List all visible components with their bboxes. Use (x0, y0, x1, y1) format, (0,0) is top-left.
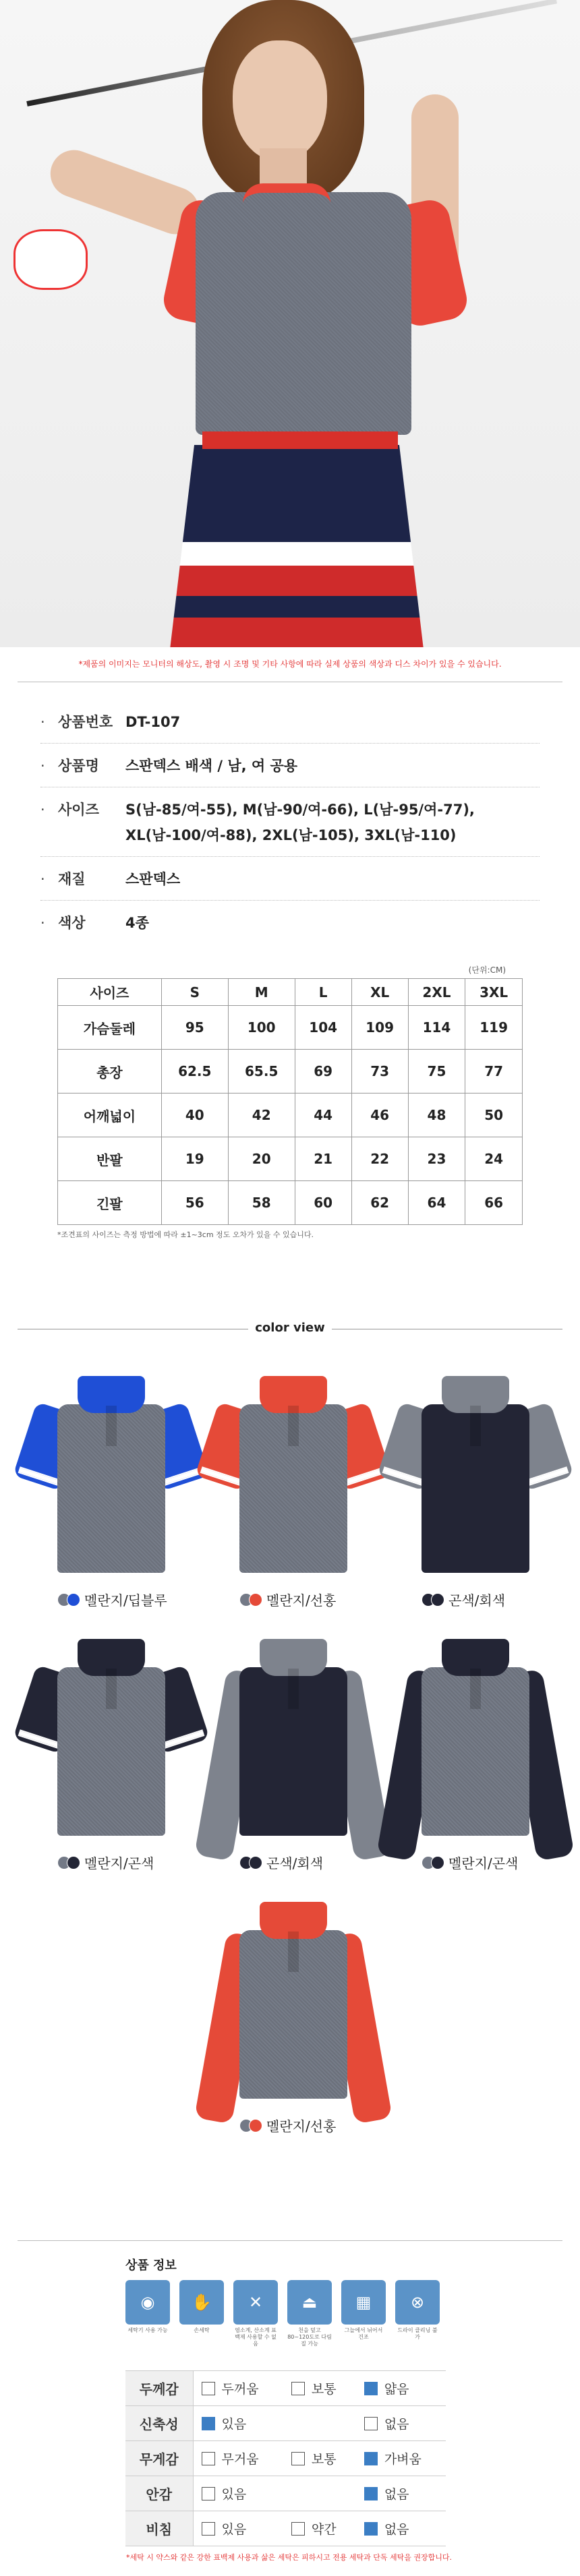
checkbox (202, 2452, 215, 2465)
size-cell: 48 (408, 1094, 465, 1137)
checkbox (202, 2382, 215, 2395)
size-cell: 44 (295, 1094, 351, 1137)
size-cell: 64 (408, 1181, 465, 1225)
spec-label: 재질 (58, 871, 86, 887)
color-view-heading: color view (0, 1321, 580, 1337)
feel-option (193, 2371, 283, 2406)
size-cell: 75 (408, 1050, 465, 1094)
feel-row (125, 2476, 446, 2511)
feel-option-label: 있음 (221, 2522, 247, 2537)
size-cell: 총장 (58, 1050, 162, 1094)
spec-bullet: · (40, 915, 45, 931)
feel-option-label: 보통 (311, 2452, 337, 2467)
care-caption: 염소계, 산소계 표백제 사용할 수 없음 (235, 2327, 277, 2347)
size-row (58, 1050, 523, 1094)
feel-row (125, 2511, 446, 2546)
size-cell: 가슴둘레 (58, 1006, 162, 1050)
feel-option (356, 2406, 446, 2441)
size-cell: 100 (228, 1006, 295, 1050)
spec-row-0 (40, 709, 540, 735)
spec-value-line: S(남-85/여-55), M(남-90/여-66), L(남-95/여-77), (125, 802, 475, 818)
size-header-cell: 3XL (465, 979, 523, 1006)
color-dot (249, 2119, 262, 2132)
feel-option-label: 없음 (384, 2417, 409, 2432)
color-shirt-3 (20, 1620, 202, 1876)
no-bleach-icon: ✕ (233, 2280, 278, 2325)
red-belt (202, 431, 398, 449)
checkbox (291, 2522, 305, 2536)
size-cell: 58 (228, 1181, 295, 1225)
image-color-notice: *제품의 이미지는 모니터의 해상도, 촬영 시 조명 및 기타 사항에 따라 실제 상품의 색상과 디스 차이가 있을 수 있습니다. (78, 659, 502, 669)
shirt-placket (106, 1406, 117, 1446)
color-name: 멜란지/곤색 (448, 1855, 519, 1871)
size-cell: 66 (465, 1181, 523, 1225)
feel-option-label: 얇음 (384, 2382, 409, 2397)
spec-row-3 (40, 866, 540, 892)
size-cell: 77 (465, 1050, 523, 1094)
spec-separator (40, 743, 540, 744)
feel-option (283, 2441, 356, 2476)
size-header-cell: 사이즈 (58, 979, 162, 1006)
color-name: 곤색/회색 (266, 1855, 324, 1871)
sleeve-cuff (18, 1729, 61, 1749)
shirt-placket (470, 1406, 481, 1446)
feel-option (193, 2406, 283, 2441)
size-row (58, 1094, 523, 1137)
feel-option (283, 2406, 356, 2441)
checkbox (202, 2522, 215, 2536)
spec-row-1 (40, 753, 540, 779)
checkbox (202, 2417, 215, 2430)
color-label-1 (239, 1590, 336, 1609)
size-header-cell: M (228, 979, 295, 1006)
size-cell: 20 (228, 1137, 295, 1181)
checkbox (364, 2417, 378, 2430)
size-cell: 114 (408, 1006, 465, 1050)
feel-option (356, 2476, 446, 2511)
color-shirt-1 (202, 1357, 384, 1613)
spec-label: 상품명 (58, 758, 99, 774)
size-table (57, 978, 523, 1225)
checkbox (202, 2487, 215, 2500)
spec-row-4 (40, 910, 540, 936)
size-cell: 19 (161, 1137, 228, 1181)
color-label-0 (57, 1590, 167, 1609)
spec-value (125, 910, 540, 936)
size-cell: 62.5 (161, 1050, 228, 1094)
care-item (179, 2280, 224, 2347)
feel-option-label: 없음 (384, 2522, 409, 2537)
feel-option-label: 없음 (384, 2487, 409, 2502)
color-name: 멜란지/선홍 (266, 1592, 337, 1609)
color-label-3 (57, 1853, 154, 1872)
size-cell: 62 (351, 1181, 408, 1225)
golf-glove (13, 229, 88, 290)
size-row (58, 1181, 523, 1225)
pleated-skirt (169, 445, 425, 647)
size-cell: 65.5 (228, 1050, 295, 1094)
spec-bullet: · (40, 871, 45, 887)
color-shirt-0 (20, 1357, 202, 1613)
color-shirt-5 (384, 1620, 567, 1876)
care-item (341, 2280, 386, 2347)
shirt-placket (470, 1669, 481, 1709)
iron-icon: ⏏ (287, 2280, 332, 2325)
checkbox (364, 2522, 378, 2536)
size-header-row (58, 979, 523, 1006)
color-label-6 (239, 2116, 336, 2135)
spec-label: 상품번호 (58, 714, 113, 730)
size-cell: 60 (295, 1181, 351, 1225)
checkbox (291, 2382, 305, 2395)
fabric-feel-table (125, 2370, 446, 2546)
spec-value (125, 709, 540, 735)
color-view-grid (0, 1337, 580, 2200)
feel-option (283, 2476, 356, 2511)
spec-value-line: 스판덱스 배색 / 남, 여 공용 (125, 758, 298, 774)
care-item (125, 2280, 170, 2347)
shirt-placket (288, 1669, 299, 1709)
spec-value-line: DT-107 (125, 714, 181, 730)
feel-key: 무게감 (125, 2441, 193, 2476)
care-item (287, 2280, 332, 2347)
color-shirt-2 (384, 1357, 567, 1613)
care-caption: 드라이 클리닝 불가 (397, 2327, 438, 2340)
size-row (58, 1006, 523, 1050)
size-cell: 40 (161, 1094, 228, 1137)
spec-value (125, 866, 540, 892)
feel-key: 두께감 (125, 2371, 193, 2406)
color-name: 곤색/회색 (448, 1592, 506, 1609)
feel-option-label: 무거움 (221, 2452, 259, 2467)
spec-bullet: · (40, 714, 45, 730)
color-name: 멜란지/딥블루 (84, 1592, 167, 1609)
spec-label: 색상 (58, 915, 86, 931)
care-caption: 천을 덮고 80~120도로 다림질 가능 (287, 2327, 332, 2347)
no-dryclean-icon: ⊗ (395, 2280, 440, 2325)
spec-bullet: · (40, 802, 45, 818)
size-cell: 104 (295, 1006, 351, 1050)
size-cell: 56 (161, 1181, 228, 1225)
feel-option (283, 2511, 356, 2546)
sleeve-cuff (200, 1466, 243, 1486)
feel-option-label: 있음 (221, 2487, 247, 2502)
size-row (58, 1137, 523, 1181)
care-caption: 세탁기 사용 가능 (127, 2327, 168, 2333)
size-note: *조견표의 사이즈는 측정 방법에 따라 ±1~3cm 정도 오차가 있을 수 있습니다. (57, 1230, 314, 1239)
sleeve-cuff (18, 1466, 61, 1486)
checkbox (364, 2452, 378, 2465)
spec-separator (40, 900, 540, 901)
feel-row (125, 2441, 446, 2476)
feel-option (283, 2371, 356, 2406)
feel-row (125, 2371, 446, 2406)
washing-machine-icon: ◉ (125, 2280, 170, 2325)
feel-option (193, 2511, 283, 2546)
size-unit: (단위:CM) (468, 965, 506, 975)
feel-option-label: 있음 (221, 2417, 247, 2432)
spec-value-line: XL(남-100/여-88), 2XL(남-105), 3XL(남-110) (125, 827, 457, 843)
hand-wash-icon: ✋ (179, 2280, 224, 2325)
color-dot (431, 1593, 444, 1607)
color-dot (67, 1593, 80, 1607)
product-info-section (0, 2240, 580, 2576)
color-dot (431, 1856, 444, 1869)
size-cell: 24 (465, 1137, 523, 1181)
feel-option-label: 두꺼움 (221, 2382, 259, 2397)
checkbox (291, 2452, 305, 2465)
size-cell: 69 (295, 1050, 351, 1094)
color-name: 멜란지/선홍 (266, 2118, 337, 2134)
size-header-cell: XL (351, 979, 408, 1006)
model-polo-shirt (196, 192, 411, 435)
product-spec (0, 682, 580, 936)
feel-option-label: 약간 (311, 2522, 337, 2537)
spec-value (125, 753, 540, 779)
color-dot (249, 1593, 262, 1607)
size-cell: 긴팔 (58, 1181, 162, 1225)
size-cell: 50 (465, 1094, 523, 1137)
feel-key: 비침 (125, 2511, 193, 2546)
shirt-placket (288, 1406, 299, 1446)
size-cell: 46 (351, 1094, 408, 1137)
care-caption: 그늘에서 뉘어서 건조 (344, 2327, 383, 2340)
care-caption: 손세탁 (194, 2327, 210, 2333)
checkbox (364, 2382, 378, 2395)
shade-dry-icon: ▦ (341, 2280, 386, 2325)
feel-option-label: 보통 (311, 2382, 337, 2397)
size-cell: 73 (351, 1050, 408, 1094)
wash-note: *세탁 시 약스와 같은 강한 표백제 사용과 삶은 세탁은 피하시고 전용 세탁과 단독 세탁을 권장합니다. (126, 2553, 452, 2562)
feel-key: 신축성 (125, 2406, 193, 2441)
size-cell: 42 (228, 1094, 295, 1137)
feel-option (356, 2371, 446, 2406)
feel-option (356, 2441, 446, 2476)
size-cell: 109 (351, 1006, 408, 1050)
color-shirt-4 (202, 1620, 384, 1876)
sleeve-cuff (382, 1466, 425, 1486)
color-label-2 (422, 1590, 505, 1609)
sleeve-cuff (162, 1729, 204, 1749)
shirt-placket (106, 1669, 117, 1709)
color-shirt-6 (202, 1883, 384, 2139)
feel-row (125, 2406, 446, 2441)
care-icons (0, 2280, 580, 2347)
product-info-title: 상품 정보 (125, 2258, 177, 2273)
spec-value-line: 스판덱스 (125, 871, 181, 887)
size-cell: 반팔 (58, 1137, 162, 1181)
feel-option (356, 2511, 446, 2546)
size-header-cell: L (295, 979, 351, 1006)
size-cell: 95 (161, 1006, 228, 1050)
feel-option-label: 가벼움 (384, 2452, 422, 2467)
spec-value (125, 797, 540, 848)
spec-row-2 (40, 797, 540, 848)
size-cell: 22 (351, 1137, 408, 1181)
spec-value-line: 4종 (125, 915, 149, 931)
spec-separator (40, 856, 540, 857)
spec-label: 사이즈 (58, 802, 99, 818)
shirt-placket (288, 1931, 299, 1972)
care-item (395, 2280, 440, 2347)
color-name: 멜란지/곤색 (84, 1855, 154, 1871)
spec-bullet: · (40, 758, 45, 774)
feel-option (193, 2476, 283, 2511)
hero-model-image (0, 0, 580, 647)
size-cell: 23 (408, 1137, 465, 1181)
color-dot (67, 1856, 80, 1869)
feel-option (193, 2441, 283, 2476)
checkbox (364, 2487, 378, 2500)
color-label-4 (239, 1853, 323, 1872)
size-cell: 119 (465, 1006, 523, 1050)
size-cell: 어깨넓이 (58, 1094, 162, 1137)
color-label-5 (422, 1853, 518, 1872)
feel-key: 안감 (125, 2476, 193, 2511)
size-header-cell: S (161, 979, 228, 1006)
color-dot (249, 1856, 262, 1869)
care-item (233, 2280, 278, 2347)
size-header-cell: 2XL (408, 979, 465, 1006)
size-cell: 21 (295, 1137, 351, 1181)
sleeve-cuff (526, 1466, 569, 1486)
